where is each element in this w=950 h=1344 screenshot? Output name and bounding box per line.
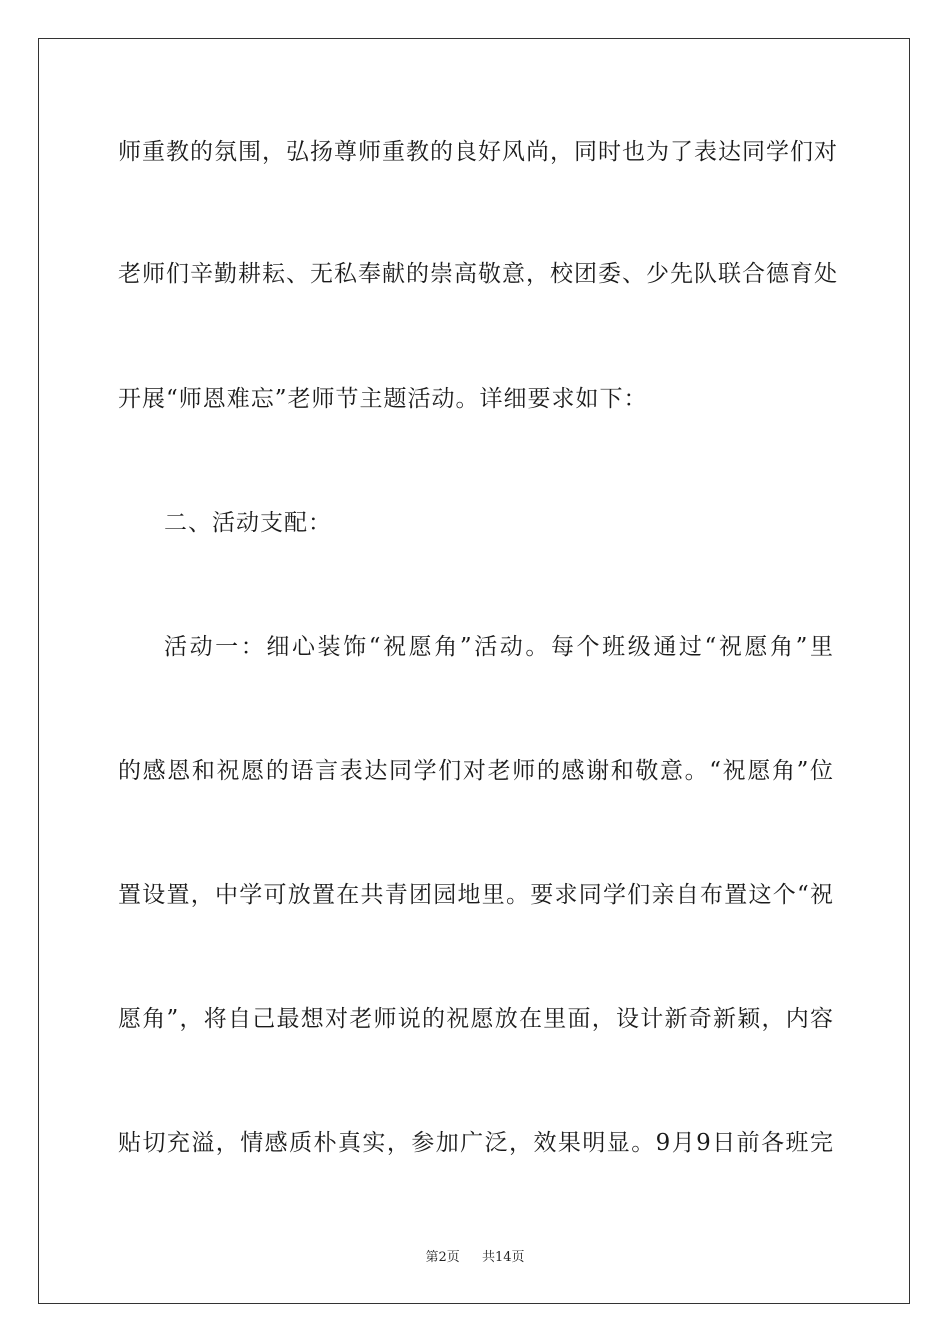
body-line-6: 的感恩和祝愿的语言表达同学们对老师的感谢和敬意。“祝愿角”位: [118, 758, 834, 784]
page-number: 第2页: [425, 1250, 460, 1265]
body-line-1: 师重教的氛围，弘扬尊师重教的良好风尚，同时也为了表达同学们对: [118, 139, 838, 165]
section-heading: 二、活动支配：: [164, 510, 332, 536]
page-border: [38, 38, 910, 1304]
body-line-8: 愿角”，将自己最想对老师说的祝愿放在里面，设计新奇新颖，内容: [118, 1006, 834, 1032]
body-line-5: 活动一：细心装饰“祝愿角”活动。每个班级通过“祝愿角”里: [164, 634, 834, 660]
body-line-3: 开展“师恩难忘”老师节主题活动。详细要求如下：: [118, 386, 648, 412]
body-line-9: 贴切充溢，情感质朴真实，参加广泛，效果明显。9月9日前各班完: [118, 1130, 834, 1156]
body-line-7: 置设置，中学可放置在共青团园地里。要求同学们亲自布置这个“祝: [118, 882, 834, 908]
body-line-2: 老师们辛勤耕耘、无私奉献的崇高敬意，校团委、少先队联合德育处: [118, 261, 838, 287]
total-pages: 共14页: [482, 1250, 525, 1265]
page-footer: [0, 1246, 950, 1265]
